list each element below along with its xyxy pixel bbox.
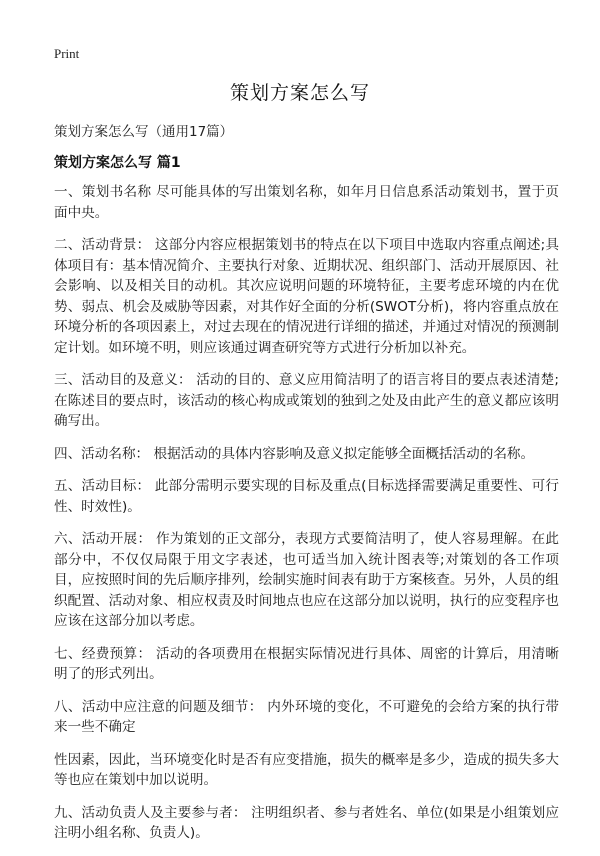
- paragraph-personnel: 九、活动负责人及主要参与者： 注明组织者、参与者姓名、单位(如果是小组策划应注明小组名称、负责人)。: [54, 804, 559, 841]
- paragraph-goals: 五、活动目标： 此部分需明示要实现的目标及重点(目标选择需要满足重要性、可行性、时效性)。: [54, 478, 559, 515]
- print-label: Print: [54, 46, 80, 61]
- document-body: [54, 182, 559, 856]
- paragraph-budget: 七、经费预算： 活动的各项费用在根据实际情况进行具体、周密的计算后，用清晰明了的形式列出。: [54, 645, 559, 682]
- paragraph-execution: 六、活动开展： 作为策划的正文部分，表现方式要简洁明了，使人容易理解。在此部分中，不仅仅局限于用文字表述，也可适当加入统计图表等;对策划的各工作项目，应按照时间的先后顺序排列，绘制实施时间表有助于方案核查。另外，人员的组织配置、活动对象、相应权责及时间地点也应在这部分加以说明，执行的应变程序也应该在这部分加以考虑。: [54, 531, 559, 629]
- document-title: 策划方案怎么写: [229, 82, 370, 104]
- document-subtitle: 策划方案怎么写（通用17篇）: [54, 124, 234, 140]
- section-heading: 策划方案怎么写 篇1: [54, 155, 181, 171]
- paragraph-background: 二、活动背景： 这部分内容应根据策划书的特点在以下项目中选取内容重点阐述;具体项目有：基本情况简介、主要执行对象、近期状况、组织部门、活动开展原因、社会影响、以及相关目的动机。其次应说明问题的环境特征，主要考虑环境的内在优势、弱点、机会及威胁等因素，对其作好全面的分析(SWOT分析)，将内容重点放在环境分析的各项因素上，对过去现在的情况进行详细的描述，并通过对情况的预测制定计划。如环境不明，则应该通过调查研究等方式进行分析加以补充。: [54, 237, 559, 356]
- paragraph-purpose: 三、活动目的及意义： 活动的目的、意义应用简洁明了的语言将目的要点表述清楚;在陈述目的要点时，该活动的核心构成或策划的独到之处及由此产生的意义都应该明确写出。: [54, 372, 559, 429]
- paragraph-activity-name: 四、活动名称： 根据活动的具体内容影响及意义拟定能够全面概括活动的名称。: [54, 445, 535, 462]
- paragraph-title-name: 一、策划书名称 尽可能具体的写出策划名称，如年月日信息系活动策划书，置于页面中央。: [54, 184, 559, 221]
- paragraph-notes: 八、活动中应注意的问题及细节： 内外环境的变化，不可避免的会给方案的执行带来一些不确定: [54, 698, 559, 735]
- paragraph-notes-continued: 性因素，因此，当环境变化时是否有应变措施，损失的概率是多少，造成的损失多大等也应在策划中加以说明。: [54, 751, 559, 788]
